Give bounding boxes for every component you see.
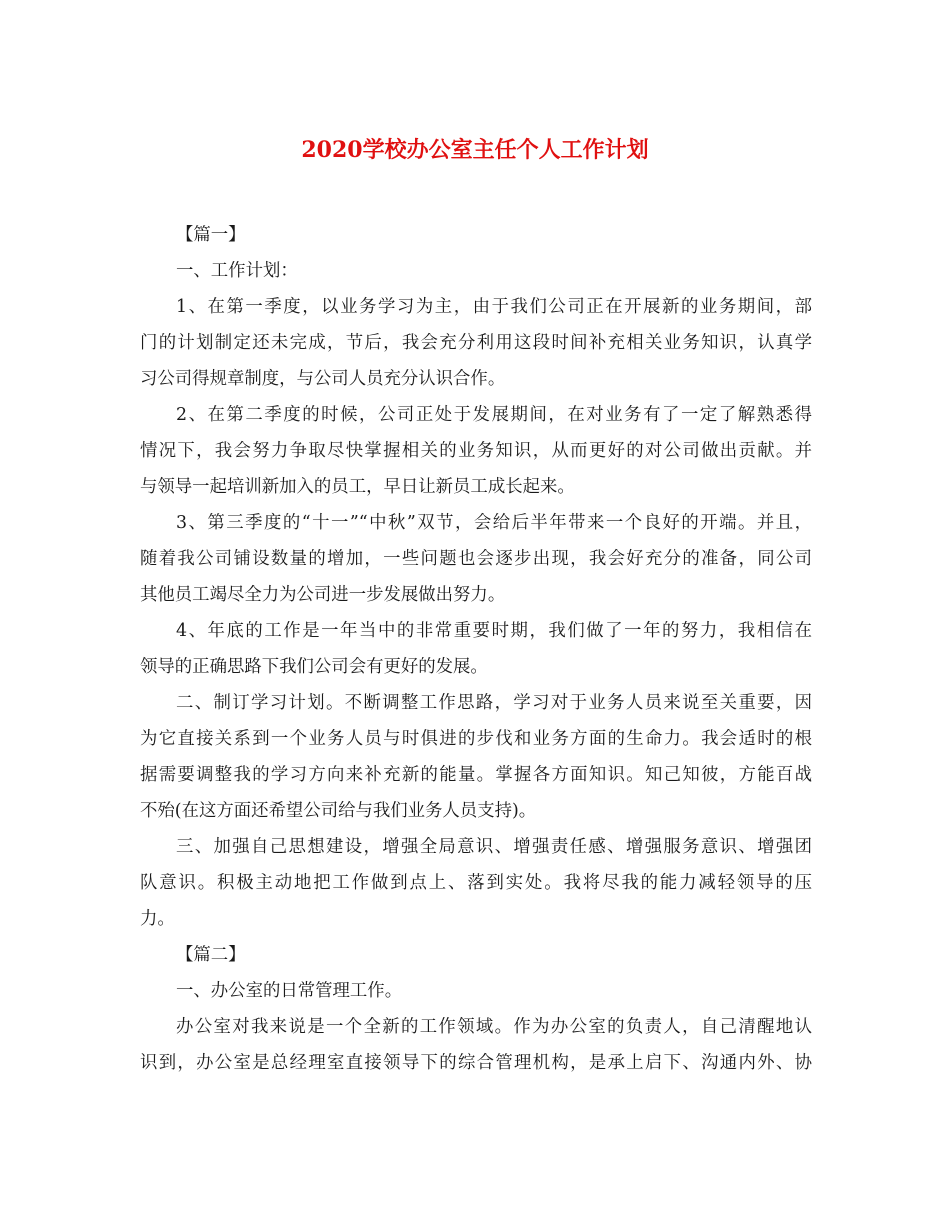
paragraph-line: 领导的正确思路下我们公司会有更好的发展。 <box>140 657 488 677</box>
heading-work-plan: 一、工作计划： <box>176 261 298 281</box>
section-heading-1: 【篇一】 <box>176 225 246 245</box>
paragraph-line: 情况下，我会努力争取尽快掌握相关的业务知识，从而更好的对公司做出贡献。并 <box>140 441 812 461</box>
heading-office-management: 一、办公室的日常管理工作。 <box>176 981 403 1001</box>
paragraph-line: 习公司得规章制度，与公司人员充分认识合作。 <box>140 369 506 389</box>
paragraph-line: 据需要调整我的学习方向来补充新的能量。掌握各方面知识。知己知彼，方能百战 <box>140 765 812 785</box>
paragraph-line: 门的计划制定还未完成，节后，我会充分利用这段时间补充相关业务知识，认真学 <box>140 333 812 353</box>
section-heading-2: 【篇二】 <box>176 945 246 965</box>
paragraph-line: 4、年底的工作是一年当中的非常重要时期，我们做了一年的努力，我相信在 <box>176 621 812 641</box>
paragraph-line: 3、第三季度的“十一”“中秋”双节，会给后半年带来一个良好的开端。并且， <box>176 513 812 533</box>
paragraph-line: 2、在第二季度的时候，公司正处于发展期间，在对业务有了一定了解熟悉得 <box>176 405 812 425</box>
paragraph-line: 办公室对我来说是一个全新的工作领域。作为办公室的负责人，自己清醒地认 <box>176 1017 812 1037</box>
paragraph-line: 三、加强自己思想建设，增强全局意识、增强责任感、增强服务意识、增强团 <box>176 837 812 857</box>
paragraph-line: 识到，办公室是总经理室直接领导下的综合管理机构，是承上启下、沟通内外、协 <box>140 1053 812 1073</box>
paragraph-line: 其他员工竭尽全力为公司进一步发展做出努力。 <box>140 585 506 605</box>
paragraph-line: 为它直接关系到一个业务人员与时俱进的步伐和业务方面的生命力。我会适时的根 <box>140 729 812 749</box>
paragraph-line: 与领导一起培训新加入的员工，早日让新员工成长起来。 <box>140 477 575 497</box>
paragraph-line: 1、在第一季度，以业务学习为主，由于我们公司正在开展新的业务期间，部 <box>176 297 812 317</box>
document-title: 2020学校办公室主任个人工作计划 <box>301 137 649 163</box>
paragraph-line: 随着我公司铺设数量的增加，一些问题也会逐步出现，我会好充分的准备，同公司 <box>140 549 812 569</box>
paragraph-line: 二、制订学习计划。不断调整工作思路，学习对于业务人员来说至关重要，因 <box>176 693 812 713</box>
paragraph-line: 不殆(在这方面还希望公司给与我们业务人员支持)。 <box>140 801 537 821</box>
paragraph-line: 队意识。积极主动地把工作做到点上、落到实处。我将尽我的能力减轻领导的压 <box>140 873 812 893</box>
document-body <box>140 217 812 1081</box>
paragraph-line: 力。 <box>140 909 175 929</box>
